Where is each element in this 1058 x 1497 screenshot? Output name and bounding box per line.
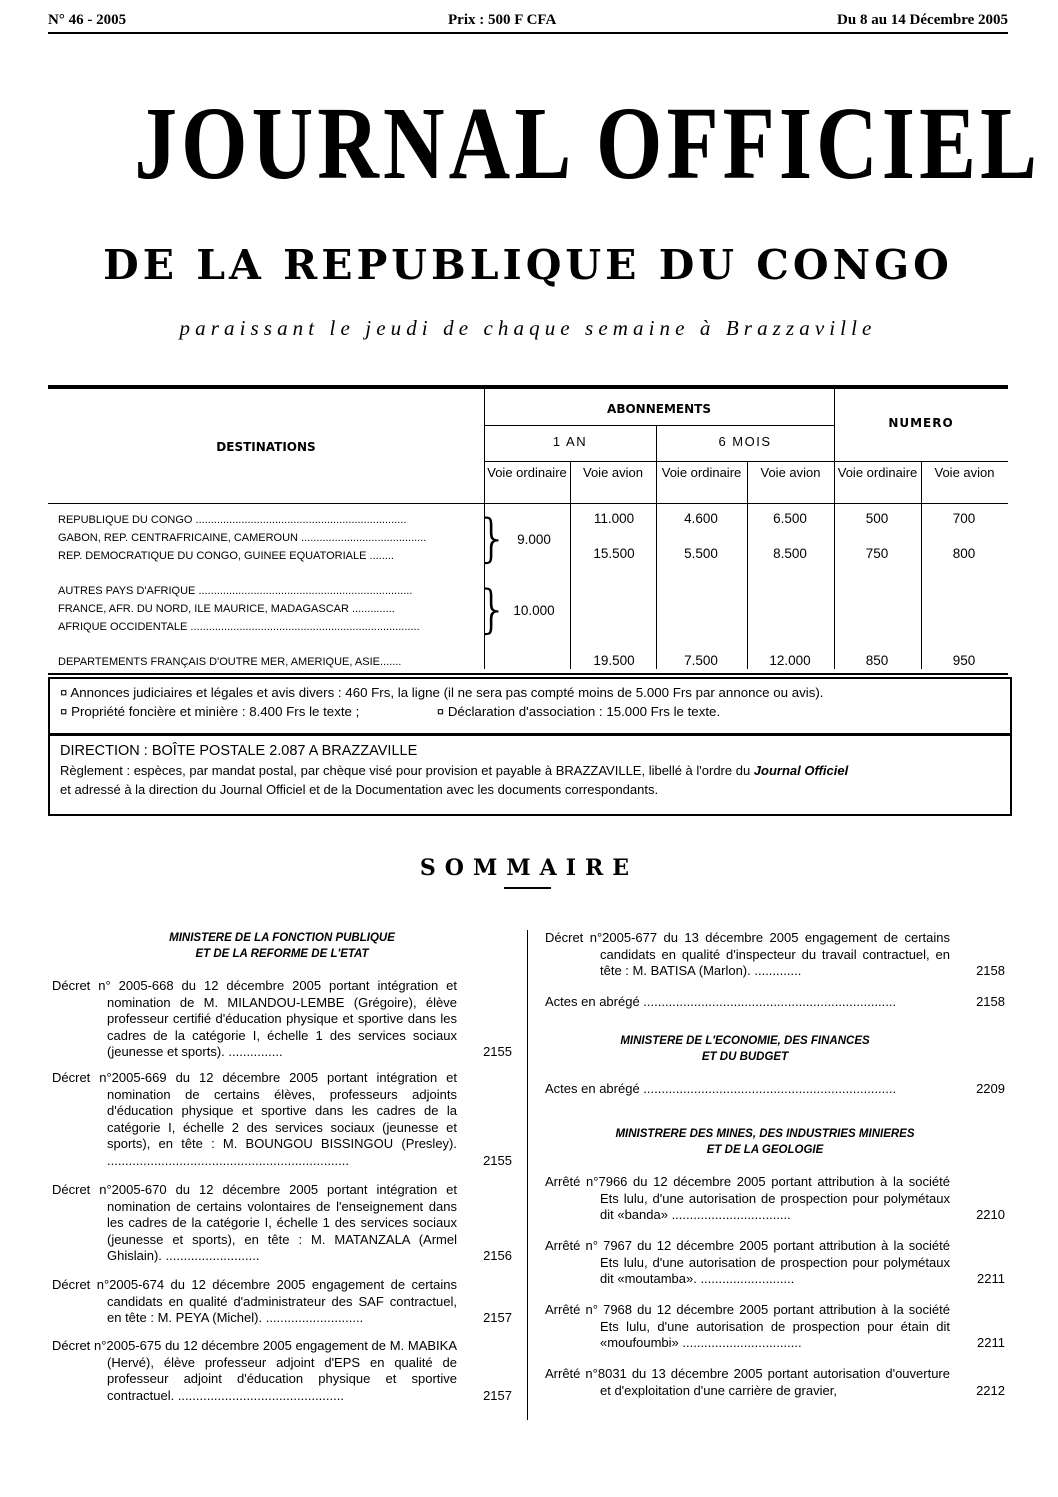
price-value: 11.000 — [593, 511, 635, 526]
announcement-line: ¤ Annonces judiciaires et légales et avis divers : 460 Frs, la ligne (il ne sera pas compté moins de 5.000 Frs par annonce ou avis). — [60, 685, 824, 700]
ministry-block — [545, 1033, 945, 1065]
destinations-dom — [58, 653, 476, 671]
toc-page-number: 2209 — [976, 1081, 1005, 1096]
one-year-label: 1 AN — [552, 434, 588, 449]
toc-page-number: 2157 — [483, 1310, 512, 1325]
sommaire-left-column — [52, 930, 512, 962]
toc-entry[interactable] — [545, 1302, 1005, 1352]
toc-entry-text: Décret n°2005-675 du 12 décembre 2005 engagement de M. MABIKA (Hervé), élève professeur adjoint d'EPS en qualité de professeur adjoint d'éducation physique et sportive contractuel. .............................................. — [52, 1338, 461, 1403]
direction-heading: DIRECTION : BOÎTE POSTALE 2.087 A BRAZZAVILLE — [60, 743, 418, 759]
price-value: 800 — [952, 546, 976, 561]
col-head: Voie avion — [934, 465, 995, 480]
toc-page-number: 2211 — [977, 1335, 1005, 1350]
issue-number: N° 46 - 2005 — [48, 12, 127, 28]
toc-entry[interactable] — [52, 1182, 512, 1265]
toc-entry-text: Décret n° 2005-668 du 12 décembre 2005 portant intégration et nomination de M. MILANDOU-LEMBE (Grégoire), élève professeur certifié d'éducation physique et sportive dans les cadres de la catégorie I, échelle 1 des services sociaux (jeunesse et sports). ............... — [52, 978, 461, 1059]
announcement-line: ¤ Propriété foncière et minière : 8.400 Frs le texte ; — [60, 704, 360, 719]
price-value: 4.600 — [684, 511, 718, 526]
toc-entry[interactable] — [52, 978, 512, 1061]
journal-name: Journal Officiel — [753, 763, 849, 778]
destination: AFRIQUE OCCIDENTALE ........................................................................... — [58, 621, 420, 633]
ministry-heading: MINISTERE DE LA FONCTION PUBLIQUE — [169, 932, 395, 944]
payment-terms-2: et adressé à la direction du Journal Officiel et de la Documentation avec les documents correspondants. — [60, 782, 659, 797]
toc-entry[interactable] — [545, 994, 1005, 1011]
price-value: 15.500 — [593, 546, 635, 561]
toc-entry[interactable] — [545, 1174, 1005, 1224]
toc-entry-text: Arrêté n°7966 du 12 décembre 2005 portant attribution à la société Ets lulu, d'une autorisation de prospection pour polymétaux dit «banda» ................................. — [545, 1174, 954, 1222]
price-value: 7.500 — [684, 653, 718, 668]
sommaire-rule — [504, 887, 551, 889]
announcement-line: ¤ Déclaration d'association : 15.000 Frs le texte. — [436, 704, 721, 719]
journal-tagline: paraissant le jeudi de chaque semaine à Brazzaville — [179, 316, 877, 340]
destinations-group-2 — [58, 582, 476, 636]
ministry-heading: ET DE LA GEOLOGIE — [706, 1144, 824, 1156]
price-value: 500 — [865, 511, 889, 526]
toc-entry-text: Décret n°2005-674 du 12 décembre 2005 engagement de certains candidats en qualité d'administrateur des SAF contractuel, en tête : M. PEYA (Michel). ........................... — [52, 1277, 461, 1325]
toc-page-number: 2158 — [976, 963, 1005, 978]
toc-entry[interactable] — [545, 930, 1005, 980]
toc-entry-text: Actes en abrégé ...................................................................... — [545, 1081, 897, 1096]
price-value: 19.500 — [593, 653, 635, 668]
price-value: 750 — [865, 546, 889, 561]
price-value: 950 — [952, 653, 976, 668]
col-head: Voie ordinaire — [837, 465, 918, 480]
toc-page-number: 2155 — [483, 1152, 512, 1168]
col-head: Voie ordinaire — [661, 465, 742, 480]
toc-entry-text: Arrêté n° 7968 du 12 décembre 2005 portant attribution à la société Ets lulu, d'une autorisation de prospection pour étain dit «moufoumbi» ................................. — [545, 1302, 954, 1350]
destination: REP. DEMOCRATIQUE DU CONGO, GUINEE EQUATORIALE ........ — [58, 550, 394, 562]
price-value: 850 — [865, 653, 889, 668]
issue-header — [48, 12, 1008, 32]
destination: AUTRES PAYS D'AFRIQUE ...................................................................... — [58, 585, 413, 597]
issue-price: Prix : 500 F CFA — [448, 12, 557, 28]
toc-entry[interactable] — [545, 1238, 1005, 1288]
toc-page-number: 2156 — [483, 1248, 512, 1263]
brace-icon: } — [476, 580, 510, 640]
destination: FRANCE, AFR. DU NORD, ILE MAURICE, MADAGASCAR .............. — [58, 603, 395, 615]
toc-page-number: 2155 — [483, 1044, 512, 1059]
price-value: 12.000 — [769, 653, 811, 668]
column-divider — [527, 930, 528, 1420]
destinations-group-1 — [58, 511, 476, 565]
six-months-label: 6 MOIS — [718, 434, 772, 449]
ministry-heading: MINISTRERE DES MINES, DES INDUSTRIES MINIERES — [615, 1128, 915, 1140]
toc-entry[interactable] — [52, 1070, 512, 1169]
toc-entry[interactable] — [545, 1366, 1005, 1399]
toc-page-number: 2158 — [976, 994, 1005, 1009]
price-value: 8.500 — [773, 546, 807, 561]
issue-dates: Du 8 au 14 Décembre 2005 — [837, 12, 1008, 28]
toc-page-number: 2157 — [483, 1387, 512, 1403]
payment-terms: Règlement : espèces, par mandat postal, par chèque visé pour provision et payable à BRAZZAVILLE, libellé à l'ordre du — [60, 763, 754, 778]
price-value: 9.000 — [517, 532, 551, 547]
destination: DEPARTEMENTS FRANÇAIS D'OUTRE MER, AMERIQUE, ASIE....... — [58, 656, 402, 668]
ministry-heading: ET DE LA REFORME DE L'ETAT — [195, 948, 369, 960]
toc-entry-text: Décret n°2005-670 du 12 décembre 2005 portant intégration et nomination de certains volontaires de l'enseignement dans les cadres de la catégorie I, échelle 1 des services sociaux (jeunesse et sports), en tête : M. MATANZALA (Armel Ghislain). .......................... — [52, 1182, 461, 1263]
ministry-heading: MINISTERE DE L'ECONOMIE, DES FINANCES — [620, 1035, 870, 1047]
header-rule — [48, 32, 1008, 34]
col-head: Voie avion — [583, 465, 643, 480]
toc-page-number: 2212 — [976, 1382, 1005, 1398]
toc-page-number: 2210 — [976, 1207, 1005, 1222]
price-value: 6.500 — [773, 511, 807, 526]
journal-title: JOURNAL OFFICIEL — [134, 86, 1042, 201]
price-value: 700 — [952, 511, 976, 526]
col-head: Voie avion — [760, 465, 821, 480]
price-value: 5.500 — [684, 546, 718, 561]
numero-label: NUMERO — [888, 416, 954, 430]
announcement-rates-box — [48, 677, 1012, 735]
destinations-label: DESTINATIONS — [216, 440, 316, 454]
brace-icon: } — [476, 509, 510, 569]
ministry-block — [545, 1126, 985, 1158]
destination: REPUBLIQUE DU CONGO ..................................................................... — [58, 514, 407, 526]
toc-entry-text: Arrêté n°8031 du 13 décembre 2005 portant autorisation d'ouverture et d'exploitation d'une carrière de gravier, — [545, 1366, 954, 1398]
sommaire-title: SOMMAIRE — [419, 855, 639, 881]
price-value: 10.000 — [513, 603, 555, 618]
toc-entry[interactable] — [52, 1277, 512, 1327]
toc-entry-text: Décret n°2005-669 du 12 décembre 2005 portant intégration et nomination de certains élèves, professeurs adjoints d'éducation physique et sportive dans les cadres de la catégorie I, échelle 2 des services sociaux (jeunesse et sports), en tête : M. BOUNGOU BISSINGOU (Presley). ................................................................... — [52, 1070, 461, 1168]
abonnements-label: ABONNEMENTS — [607, 402, 711, 416]
journal-subtitle: DE LA REPUBLIQUE DU CONGO — [103, 241, 953, 289]
toc-entry-text: Arrêté n° 7967 du 12 décembre 2005 portant attribution à la société Ets lulu, d'une autorisation de prospection pour polymétaux dit «moutamba». .......................... — [545, 1238, 954, 1286]
col-head: Voie ordinaire — [487, 465, 567, 480]
toc-page-number: 2211 — [977, 1271, 1005, 1286]
ministry-heading: ET DU BUDGET — [701, 1051, 789, 1063]
subscription-table — [48, 385, 1008, 675]
destination: GABON, REP. CENTRAFRICAINE, CAMEROUN ......................................... — [58, 532, 427, 544]
toc-entry[interactable] — [545, 1081, 1005, 1098]
toc-entry-text: Actes en abrégé ...................................................................... — [545, 994, 897, 1009]
toc-entry-text: Décret n°2005-677 du 13 décembre 2005 engagement de certains candidats en qualité d'inspecteur du travail contractuel, en tête : M. BATISA (Marlon). ............. — [545, 930, 954, 978]
toc-entry[interactable] — [52, 1338, 512, 1404]
direction-box — [48, 734, 1012, 816]
